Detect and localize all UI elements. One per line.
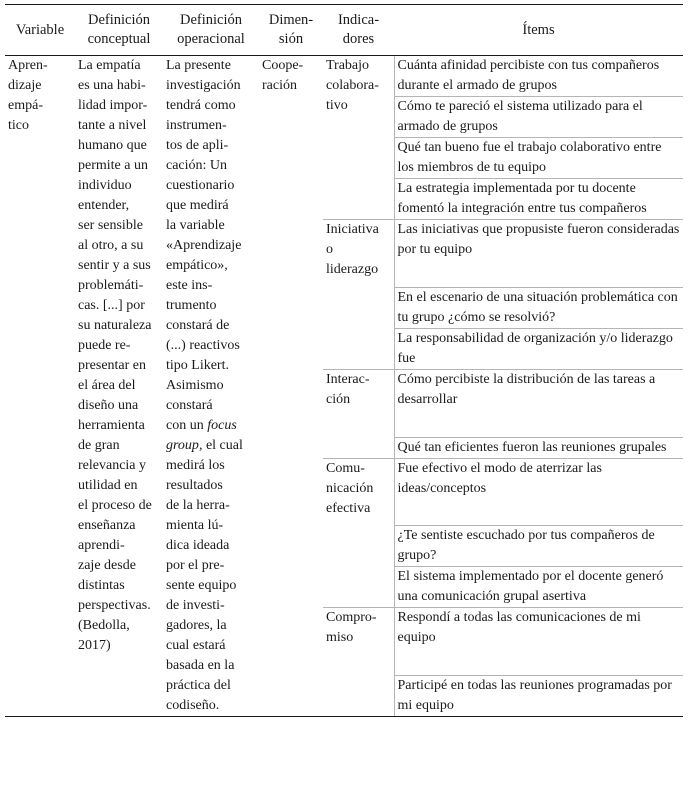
header-definicion-operacional: Definición operacional	[163, 5, 259, 56]
item-cell: Qué tan eficientes fueron las reuniones grupales	[394, 437, 683, 458]
definicion-operacional-text-end: , el cual medirá los resultados de la herra- mienta lú- dica ideada por el pre- sente equipo de investi- gadores, la cual estará basada en la práctica del codiseño.	[166, 438, 243, 713]
header-definicion-conceptual: Definición conceptual	[75, 5, 163, 56]
item-cell: Fue efectivo el modo de aterrizar las ideas/conceptos	[394, 458, 683, 526]
indicator-cell: Compro- miso	[323, 608, 394, 717]
header-items: Ítems	[394, 5, 683, 56]
item-cell: El sistema implementado por el docente generó una comunicación grupal asertiva	[394, 567, 683, 608]
definicion-operacional-text: La presente investigación tendrá como instrumen- tos de apli- cación: Un cuestionario que medirá la variable «Aprendizaje empático», este ins- trumento constará de (...) reactivos tipo Likert. Asimismo constará con un	[166, 58, 242, 433]
table-row	[5, 56, 683, 97]
operationalization-table	[5, 4, 683, 717]
item-cell: ¿Te sentiste escuchado por tus compañeros de grupo?	[394, 526, 683, 567]
item-cell: Las iniciativas que propusiste fueron consideradas por tu equipo	[394, 220, 683, 288]
header-variable: Variable	[5, 5, 75, 56]
item-cell: Cuánta afinidad percibiste con tus compañeros durante el armado de grupos	[394, 56, 683, 97]
header-dimension: Dimen- sión	[259, 5, 323, 56]
definicion-conceptual-cell: La empatía es una habi- lidad impor- tante a nivel humano que permite a un individuo entender, ser sensible al otro, a su sentir y a sus problemáti- cas. [...] por su naturaleza puede re- presentar en el área del diseño una herramienta de gran relevancia y utilidad en el proceso de enseñanza aprendi- zaje desde distintas perspectivas. (Bedolla, 2017)	[75, 56, 163, 717]
item-cell: Participé en todas las reuniones programadas por mi equipo	[394, 676, 683, 717]
indicator-cell: Iniciativa o liderazgo	[323, 220, 394, 370]
item-cell: La estrategia implementada por tu docente fomentó la integración entre tus compañeros	[394, 179, 683, 220]
item-cell: Respondí a todas las comunicaciones de mi equipo	[394, 608, 683, 676]
item-cell: Qué tan bueno fue el trabajo colaborativo entre los miembros de tu equipo	[394, 138, 683, 179]
focus-group-term: focus group	[166, 418, 237, 453]
item-cell: La responsabilidad de organización y/o liderazgo fue	[394, 328, 683, 369]
indicator-cell: Trabajo colabora- tivo	[323, 56, 394, 220]
table-body	[5, 56, 683, 717]
item-cell: Cómo percibiste la distribución de las tareas a desarrollar	[394, 369, 683, 437]
dimension-cell: Coope- ración	[259, 56, 323, 717]
definicion-operacional-cell	[163, 56, 259, 717]
header-row	[5, 5, 683, 56]
header-indicadores: Indica- dores	[323, 5, 394, 56]
item-cell: Cómo te pareció el sistema utilizado para el armado de grupos	[394, 97, 683, 138]
indicator-cell: Interac- ción	[323, 369, 394, 458]
item-cell: En el escenario de una situación problemática con tu grupo ¿cómo se resolvió?	[394, 287, 683, 328]
indicator-cell: Comu- nicación efectiva	[323, 458, 394, 608]
variable-cell: Apren- dizaje empá- tico	[5, 56, 75, 717]
